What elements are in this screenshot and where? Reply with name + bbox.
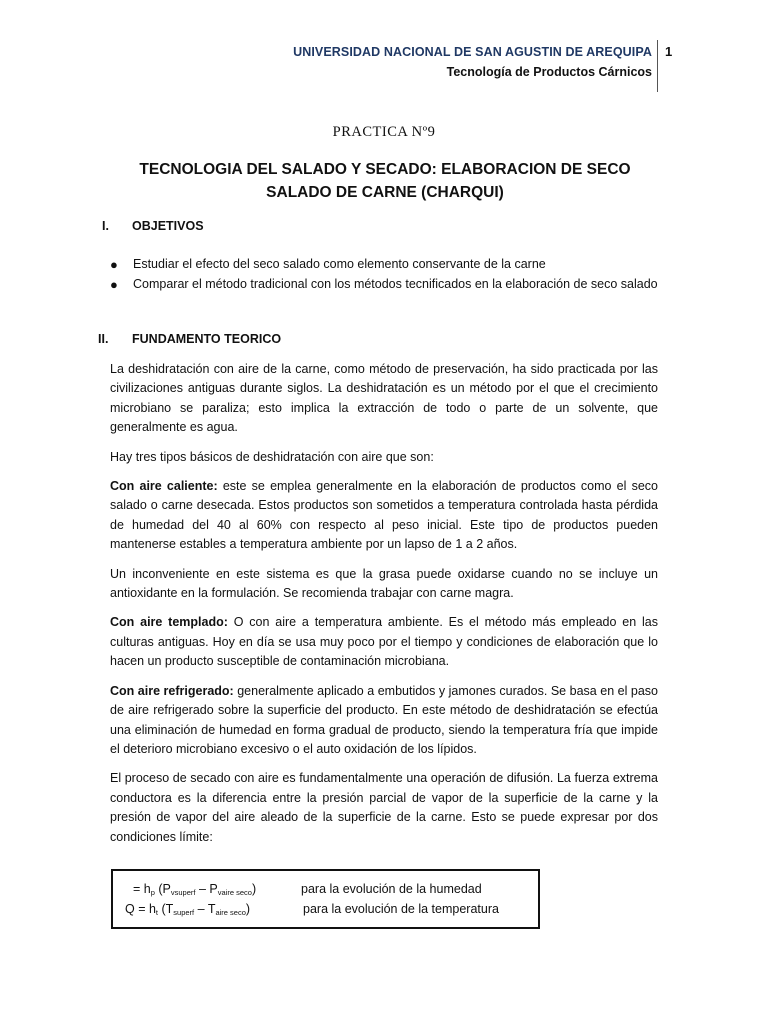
header-university: UNIVERSIDAD NACIONAL DE SAN AGUSTIN DE AREQUIPA [293,45,652,59]
paragraph [110,477,658,555]
header-divider [657,40,658,92]
formula-equation: = $h_p$ $(P_{vsuperf} - P_{vaire seco})$ [133,882,257,897]
paragraph-text: este se emplea generalmente en la elaboración de productos como el seco salado o carne desecada. Estos productos son sometidos a temperatura controlada hasta pérdida de humedad del 40 al 60% con respecto al peso inicial. Este tipo de productos pueden mantenerse estables a temperatura ambiente por un lapso de 1 a 2 años. [110,479,659,552]
section-heading-objetivos [102,219,402,239]
list-item [110,275,658,294]
page-header [293,42,652,82]
objective-text: Estudiar el efecto del seco salado como elemento conservante de la carne [133,257,546,271]
header-course: Tecnología de Productos Cárnicos [446,65,652,79]
section-label: FUNDAMENTO TEORICO [132,332,282,346]
paragraph: Un inconveniente en este sistema es que la grasa puede oxidarse cuando no se incluye un antioxidante en la formulación. Se recomienda trabajar con carne magra. [110,566,658,601]
objectives-list [110,255,658,295]
formula-description: para la evolución de la temperatura [303,902,499,916]
section-number: II. [98,332,109,346]
paragraph: Hay tres tipos básicos de deshidratación con aire que son: [110,449,434,464]
section-label: OBJETIVOS [132,219,204,233]
section-heading-fundamento [98,332,398,352]
practica-heading: PRACTICA Nº9 [332,124,436,140]
paragraph-lead: Con aire templado: [110,615,228,630]
formula-box [111,869,540,929]
page-number: 1 [665,44,673,59]
paragraph-text: O con aire a temperatura ambiente. Es el método más empleado en las culturas antiguas. Hoy en día se usa muy poco por el tiempo y condiciones de elaboración que lo hacen un producto susceptible de contaminación microbiana. [110,615,658,669]
formula-row-temperature [113,899,538,919]
document-body [110,360,658,857]
section-number: I. [102,219,109,233]
paragraph: La deshidratación con aire de la carne, como método de preservación, ha sido practicada por las civilizaciones antiguas durante siglos. La deshidratación es un método por el que el crecimiento microbiano se paraliza; esto implica la extracción de todo o parte de un solvente, que generalmente es agua. [110,362,658,435]
paragraph [110,682,658,760]
formula-equation: $Q = h_t$ $(T_{superf} - T_{aire seco})$ [125,902,251,917]
formula-row-humidity [113,879,538,899]
paragraph-lead: Con aire refrigerado: [110,683,234,698]
objective-text: Comparar el método tradicional con los métodos tecnificados en la elaboración de seco salado [133,277,658,291]
paragraph: El proceso de secado con aire es fundamentalmente una operación de difusión. La fuerza extrema conductora es la diferencia entre la presión parcial de vapor de la superficie de la carne y la presión de vapor del aire aleado de la superficie de la carne. Esto se puede expresar por dos condiciones límite: [110,771,658,844]
bullet-icon: ● [110,257,118,272]
document-title: TECNOLOGIA DEL SALADO Y SECADO: ELABORACION DE SECO SALADO DE CARNE (CHARQUI) [139,161,631,201]
paragraph-lead: Con aire caliente: [110,479,218,494]
paragraph-text: generalmente aplicado a embutidos y jamones curados. Se basa en el paso de aire refrigerado sobre la superficie del producto. En este método de deshidratación se efectúa una eliminación de humedad en forma gradual de producto, siendo la temperatura fría que impide el deterioro microbiano excesivo o el auto oxidación de los lípidos. [110,683,658,756]
formula-description: para la evolución de la humedad [301,882,482,896]
list-item [110,255,658,274]
paragraph [110,613,658,671]
bullet-icon: ● [110,277,118,292]
